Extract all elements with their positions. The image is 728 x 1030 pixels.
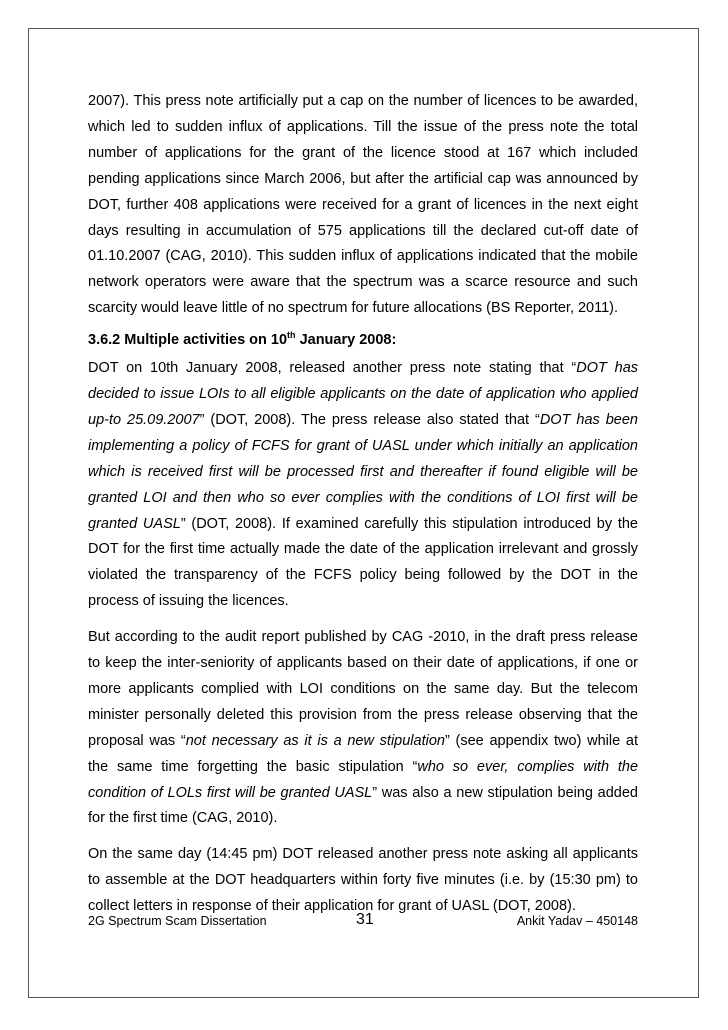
paragraph-3-text-1: But according to the audit report published by CAG -2010, in the draft press release to keep the inter-seniority of applicants based on their date of applications, if one or more applicants complied with LOI conditions on the same day. But the telecom minister personally deleted this provision from the press release observing that the proposal was “ (88, 629, 638, 749)
paragraph-2-text-2: ” (DOT, 2008). The press release also stated that “ (199, 411, 540, 428)
paragraph-3-text-2: ” (see appendix two) while at the same time forgetting the basic stipulation “ (88, 732, 638, 775)
paragraph-2-text-1: DOT on 10th January 2008, released another press note stating that “ (88, 360, 577, 377)
heading-suffix: January 2008: (295, 332, 397, 349)
page-number: 31 (356, 911, 374, 928)
footer-author: Ankit Yadav – 450148 (516, 914, 638, 928)
footer-title: 2G Spectrum Scam Dissertation (88, 914, 267, 928)
paragraph-2-text-3: ” (DOT, 2008). If examined carefully this stipulation introduced by the DOT for the first time actually made the date of the application irrelevant and grossly violated the transparency of the FCFS policy being followed by the DOT in the process of issuing the licences. (88, 515, 638, 610)
paragraph-3-text-3: ” was also a new stipulation being added for the first time (CAG, 2010). (88, 784, 638, 827)
document-body (88, 89, 638, 930)
heading-superscript: th (287, 330, 296, 341)
paragraph-3 (88, 625, 638, 832)
heading-prefix: 3.6.2 Multiple activities on 10 (88, 332, 288, 349)
paragraph-2 (88, 356, 638, 615)
paragraph-2-quote-2: DOT has been implementing a policy of FCFS for grant of UASL under which initially an application which is received first will be processed first and thereafter if found eligible will be granted LOI and then who so ever complies with the conditions of LOI first will be granted UASL (88, 411, 638, 532)
page-footer (88, 911, 638, 933)
paragraph-4: On the same day (14:45 pm) DOT released another press note asking all applicants to assemble at the DOT headquarters within forty five minutes (i.e. by (15:30 pm) to collect letters in response of their application for grant of UASL (DOT, 2008). (88, 846, 638, 915)
section-heading (88, 328, 638, 354)
paragraph-3-quote-2: who so ever, complies with the condition of LOLs first will be granted UASL (88, 758, 639, 801)
paragraph-1: 2007). This press note artificially put a cap on the number of licences to be awarded, which led to sudden influx of applications. Till the issue of the press note the total number of applications for the grant of the licence stood at 167 which included pending applications since March 2006, but after the artificial cap was announced by DOT, further 408 applications were received for a grant of licences in the next eight days resulting in accumulation of 575 applications till the declared cut-off date of 01.10.2007 (CAG, 2010). This sudden influx of applications indicated that the mobile network operators were aware that the spectrum was a scarce resource and such scarcity would leave little of no spectrum for future allocations (BS Reporter, 2011). (88, 93, 638, 317)
paragraph-2-quote-1: DOT has decided to issue LOIs to all eligible applicants on the date of application who applied up-to 25.09.2007 (88, 360, 639, 428)
paragraph-3-quote-1: not necessary as it is a new stipulation (185, 732, 445, 749)
